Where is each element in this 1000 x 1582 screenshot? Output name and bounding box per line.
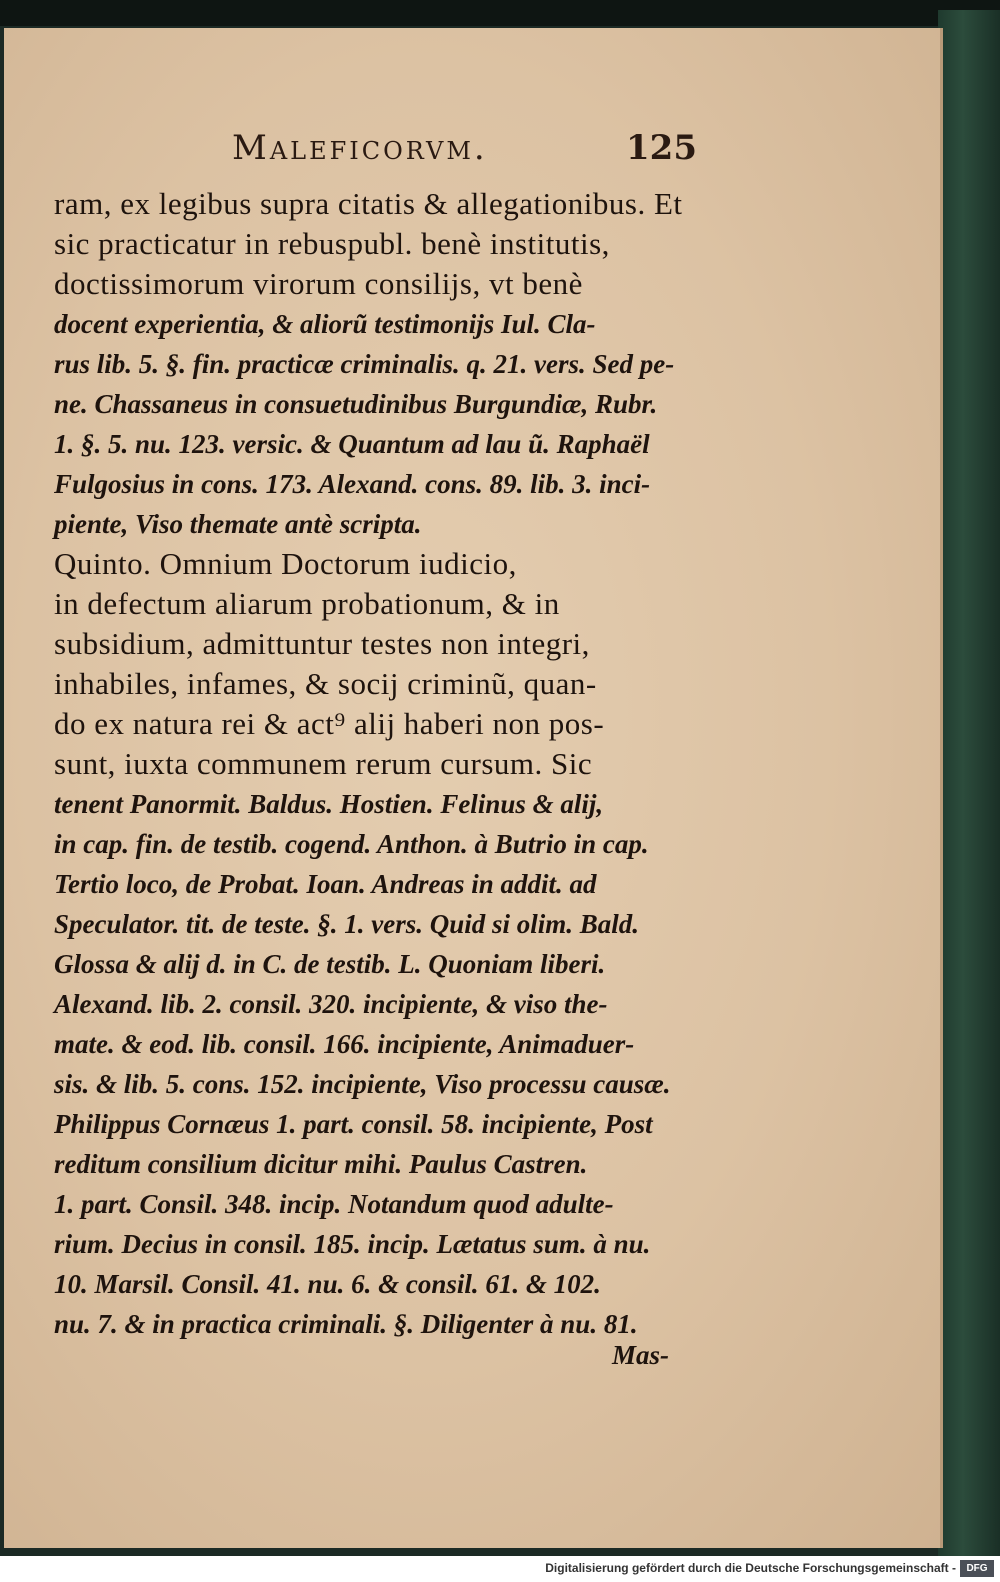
book-spine xyxy=(938,10,1000,1556)
funding-credit: Digitalisierung gefördert durch die Deutsche Forschungsgemeinschaft - xyxy=(545,1561,956,1575)
text-line: rium. Decius in consil. 185. incip. Lætatus sum. à nu. xyxy=(54,1229,651,1259)
text-line: doctissimorum virorum consilijs, vt benè xyxy=(54,266,583,301)
text-line: docent experientia, & aliorũ testimonijs Iul. Cla- xyxy=(54,309,596,339)
text-line: inhabiles, infames, & socij criminũ, quan- xyxy=(54,666,597,701)
body-text xyxy=(54,184,684,1344)
text-line: 10. Marsil. Consil. 41. nu. 6. & consil. 61. & 102. xyxy=(54,1269,601,1299)
text-line: tenent Panormit. Baldus. Hostien. Felinus & alij, xyxy=(54,789,604,819)
text-line: mate. & eod. lib. consil. 166. incipiente, Animaduer- xyxy=(54,1029,635,1059)
text-line: do ex natura rei & act⁹ alij haberi non pos- xyxy=(54,706,605,741)
text-line: subsidium, admittuntur testes non integri, xyxy=(54,626,590,661)
text-line: Philippus Cornæus 1. part. consil. 58. incipiente, Post xyxy=(54,1109,653,1139)
text-line: in cap. fin. de testib. cogend. Anthon. à Butrio in cap. xyxy=(54,829,649,859)
footer-bar xyxy=(0,1556,1000,1582)
text-line: Alexand. lib. 2. consil. 320. incipiente, & viso the- xyxy=(54,989,608,1019)
text-line: Quinto. Omnium Doctorum iudicio, xyxy=(54,546,517,581)
page-header xyxy=(4,128,940,178)
text-line: nu. 7. & in practica criminali. §. Diligenter à nu. 81. xyxy=(54,1309,638,1339)
running-head: Maleficorvm. xyxy=(232,128,488,168)
text-line: Tertio loco, de Probat. Ioan. Andreas in addit. ad xyxy=(54,869,597,899)
page-number: 125 xyxy=(626,128,697,168)
text-line: reditum consilium dicitur mihi. Paulus Castren. xyxy=(54,1149,588,1179)
text-line: sunt, iuxta communem rerum cursum. Sic xyxy=(54,746,593,781)
text-line: sis. & lib. 5. cons. 152. incipiente, Viso processu causæ. xyxy=(54,1069,671,1099)
text-line: Glossa & alij d. in C. de testib. L. Quoniam liberi. xyxy=(54,949,606,979)
text-line: 1. §. 5. nu. 123. versic. & Quantum ad lau ũ. Raphaël xyxy=(54,429,650,459)
text-line: Speculator. tit. de teste. §. 1. vers. Quid si olim. Bald. xyxy=(54,909,640,939)
text-line: 1. part. Consil. 348. incip. Notandum quod adulte- xyxy=(54,1189,614,1219)
text-line: Fulgosius in cons. 173. Alexand. cons. 89. lib. 3. inci- xyxy=(54,469,651,499)
catchword: Mas- xyxy=(612,1340,670,1370)
text-line: sic practicatur in rebuspubl. benè institutis, xyxy=(54,226,610,261)
book-page xyxy=(4,28,943,1548)
text-line: ne. Chassaneus in consuetudinibus Burgundiæ, Rubr. xyxy=(54,389,658,419)
text-line: rus lib. 5. §. fin. practicæ criminalis. q. 21. vers. Sed pe- xyxy=(54,349,675,379)
text-line: piente, Viso themate antè scripta. xyxy=(54,509,422,539)
dfg-logo: DFG xyxy=(960,1560,994,1577)
text-line: ram, ex legibus supra citatis & allegationibus. Et xyxy=(54,186,683,221)
text-line: in defectum aliarum probationum, & in xyxy=(54,586,560,621)
